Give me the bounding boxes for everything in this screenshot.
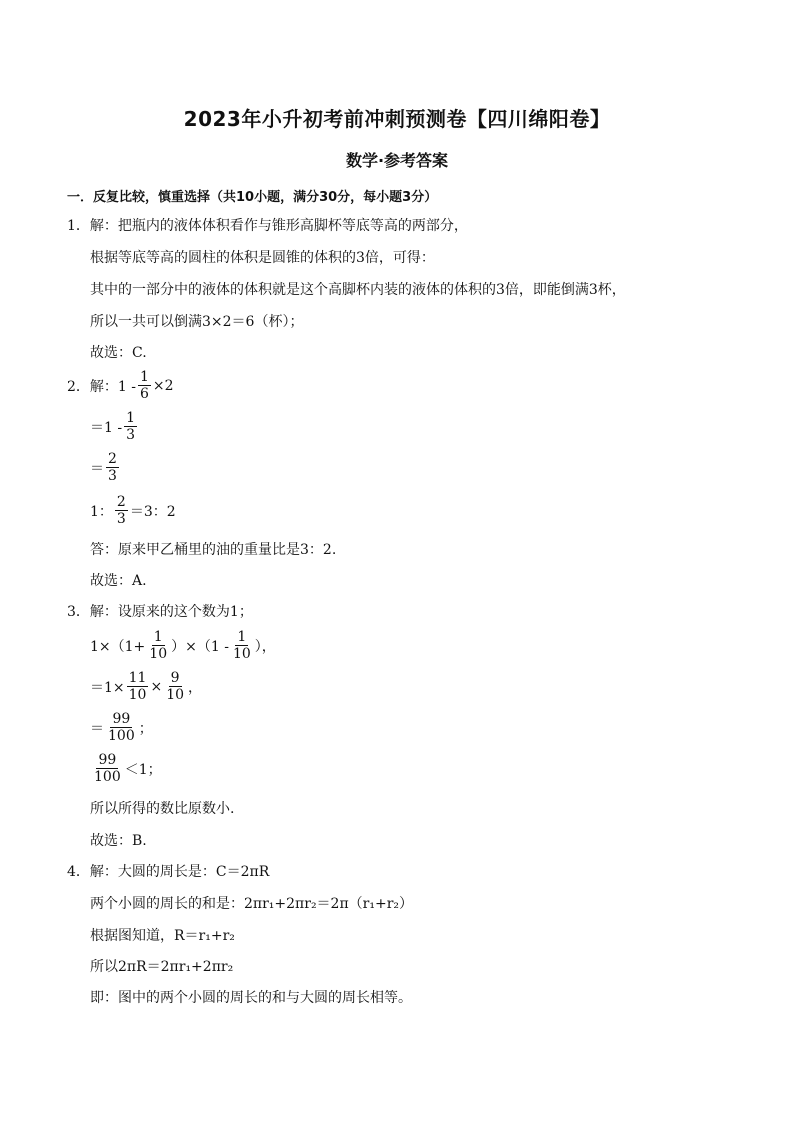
q4-line-4: 所以2πR＝2πr₁+2πr₂ bbox=[90, 959, 234, 975]
q4-line-3: 根据图知道，R＝r₁+r₂ bbox=[90, 928, 235, 944]
q1-choice: 故选：C. bbox=[90, 345, 147, 361]
fraction: $\frac{11}{10}$ bbox=[128, 670, 147, 703]
q4-line-1: 4．解：大圆的周长是：C＝2πR bbox=[67, 864, 270, 880]
fraction: $\frac{99}{100}$ bbox=[94, 752, 121, 785]
fraction: $\frac{2}{3}$ bbox=[108, 451, 117, 484]
q3-conclusion: 所以所得的数比原数小. bbox=[90, 801, 235, 817]
q4-line-5: 即：图中的两个小圆的周长的和与大圆的周长相等。 bbox=[90, 990, 412, 1006]
q2-line-1: 2．解：1 - $\frac{1}{6}$ ×2 bbox=[67, 369, 174, 402]
page-subtitle: 数学·参考答案 bbox=[345, 151, 449, 170]
fraction: $\frac{1}{6}$ bbox=[140, 369, 149, 402]
page-title: 2023年小升初考前冲刺预测卷【四川绵阳卷】 bbox=[183, 107, 611, 131]
q2-answer: 答：原来甲乙桶里的油的重量比是3：2. bbox=[90, 542, 337, 558]
q1-line-2: 根据等底等高的圆柱的体积是圆锥的体积的3倍，可得： bbox=[90, 250, 435, 266]
q3-line-4: ＝ $\frac{99}{100}$ ； bbox=[90, 711, 153, 744]
q2-line-2: ＝1 - $\frac{1}{3}$ bbox=[90, 410, 136, 443]
fraction: $\frac{99}{100}$ bbox=[108, 711, 135, 744]
fraction: $\frac{1}{10}$ bbox=[232, 629, 251, 662]
q3-line-2: 1×（1+ $\frac{1}{10}$ ）×（1 - $\frac{1}{10}$ ）， bbox=[90, 629, 276, 662]
q1-line-4: 所以一共可以倒满3×2＝6（杯）； bbox=[90, 314, 304, 330]
q1-line-1: 1．解：把瓶内的液体体积看作与锥形高脚杯等底等高的两部分， bbox=[67, 218, 468, 234]
fraction: $\frac{1}{10}$ bbox=[149, 629, 168, 662]
q2-choice: 故选：A. bbox=[90, 573, 147, 589]
q1-line-3: 其中的一部分中的液体的体积就是这个高脚杯内装的液体的体积的3倍，即能倒满3杯， bbox=[90, 282, 626, 298]
q2-line-4: 1： $\frac{2}{3}$ ＝3：2 bbox=[90, 494, 176, 527]
section-heading: 一．反复比较，慎重选择（共10小题，满分30分，每小题3分） bbox=[67, 190, 438, 205]
q3-choice: 故选：B. bbox=[90, 833, 147, 849]
fraction: $\frac{9}{10}$ bbox=[166, 670, 185, 703]
q3-line-1: 3．解：设原来的这个数为1； bbox=[67, 604, 253, 620]
q3-line-5: $\frac{99}{100}$ ＜1； bbox=[94, 752, 162, 785]
q2-line-3: ＝ $\frac{2}{3}$ bbox=[90, 451, 117, 484]
fraction: $\frac{1}{3}$ bbox=[126, 410, 136, 443]
q4-line-2: 两个小圆的周长的和是：2πr₁+2πr₂＝2π（r₁+r₂） bbox=[90, 896, 414, 912]
q3-line-3: ＝1× $\frac{11}{10}$ × $\frac{9}{10}$ ， bbox=[90, 670, 203, 703]
fraction: $\frac{2}{3}$ bbox=[116, 494, 126, 527]
